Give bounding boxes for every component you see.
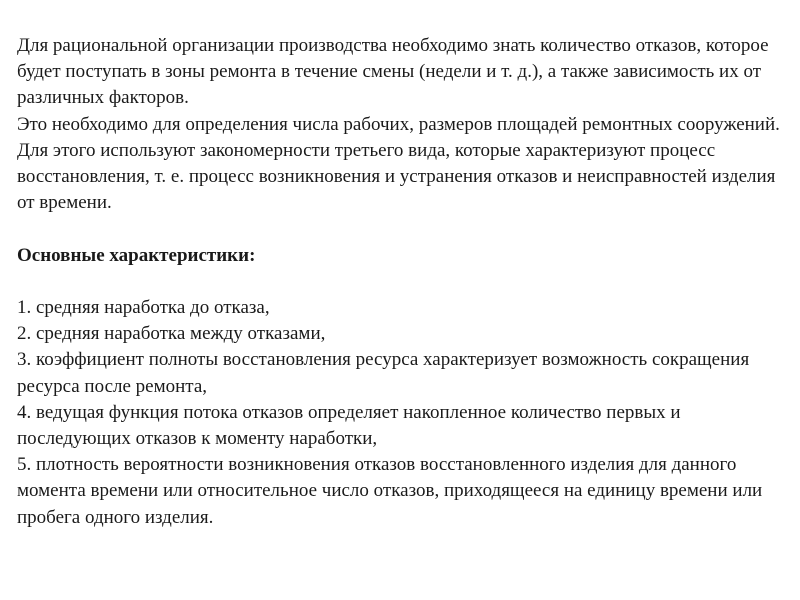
list-item: 2. средняя наработка между отказами, (17, 323, 326, 345)
slide-text-block (17, 33, 787, 531)
spacer (17, 216, 787, 242)
intro-paragraph-3: Для этого используют закономерности третьего вида, которые характеризуют процесс восстановления, т. е. процесс возникновения и устранения отказов и неисправностей изделия от времени. (17, 139, 776, 214)
intro-paragraph-1: Для рациональной организации производства необходимо знать количество отказов, которое будет поступать в зоны ремонта в течение смены (недели и т. д.), а также зависимость их от различных факторов. (17, 35, 769, 109)
intro-paragraph-2: Это необходимо для определения числа рабочих, размеров площадей ремонтных сооружений. (17, 113, 780, 135)
list-item: 1. средняя наработка до отказа, (17, 297, 270, 318)
characteristics-heading: Основные характеристики: (17, 244, 256, 266)
list-item: 5. плотность вероятности возникновения отказов восстановленного изделия для данного момента времени или относительное число отказов, приходящееся на единицу времени или пробега одного изделия. (17, 454, 763, 528)
list-item: 3. коэффициент полноты восстановления ресурса характеризует возможность сокращения ресурса после ремонта, (17, 349, 750, 397)
list-item: 4. ведущая функция потока отказов определяет накопленное количество первых и последующих отказов к моменту наработки, (17, 401, 681, 450)
spacer (17, 269, 787, 295)
